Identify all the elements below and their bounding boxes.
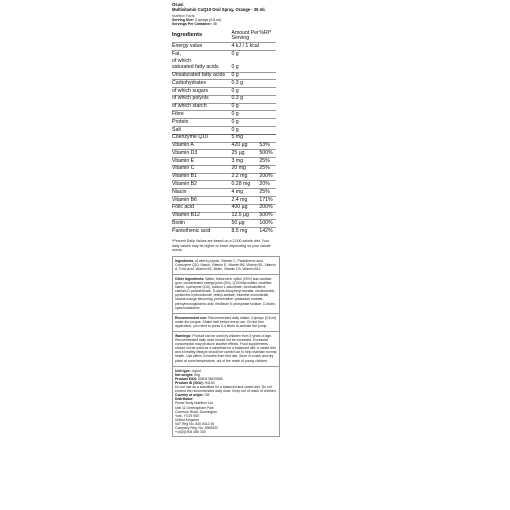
table-row: [172, 142, 276, 150]
servings-per-container: Servings Per Container: 38: [172, 22, 217, 27]
table-row: [172, 51, 276, 58]
nutrient-name: Salt: [172, 126, 231, 134]
nutrient-ri: [259, 80, 276, 88]
nutrient-ri: 25%: [259, 158, 276, 166]
nutrient-name: saturated fatty acids: [172, 64, 219, 71]
nutrient-ri: 25%: [259, 165, 276, 173]
table-row: [172, 111, 276, 119]
nutrient-amount: 0 g: [231, 119, 259, 127]
nutrient-ri: [259, 119, 276, 127]
product-title: Multivitamin CoQ10 Oral Spray, Orange - 25 ml.: [172, 7, 266, 12]
serving-size: Serving Size: 4 sprays (0.8 ml): [172, 18, 222, 23]
nutrient-name: Vitamin B12: [172, 212, 231, 220]
nutrient-ri: [259, 103, 276, 111]
product-label: [172, 1, 338, 437]
table-row: [172, 181, 276, 189]
nutrient-ri: 20%: [259, 181, 276, 189]
details-section: Unit type: Liquid Net weight: 50g Product EAN: 5060478620565 Product ID (SKU): H4150 Do not use as a substitute for a balanced and varied diet. Do not exceed the recommended daily dose. Keep out of reach of children. Country of origin: GB Distributor: Power Body Nutrition Ltd. Unit 11 Greenspham Park Common Road, Dunnington, York, YO19 5SE United Kingdom VAT Reg No. 840 8412 46 Company Reg. No. 6969822 +44(0)1904 488 330: [175, 368, 277, 435]
nutrient-ri: [259, 43, 276, 51]
nutrition-facts-label: Nutrition Facts: [172, 14, 195, 18]
info-box: [172, 256, 280, 437]
nutrient-ri: 142%: [259, 228, 276, 235]
nutrient-name: Fat,: [172, 51, 231, 58]
table-row: [172, 158, 276, 166]
nutrient-ri: 500%: [259, 150, 276, 158]
table-row: [172, 88, 276, 96]
table-row: [172, 126, 276, 134]
nutrient-name: Vitamin B1: [172, 173, 231, 181]
ingredients-section: Ingredients: of which polyols, Vitamin C, Pantothenic acid, Coenzyme Q10, Niacin, Vitamin E, Vitamin B6, Vitamin B1, Vitamin A, Folic acid, Vitamin B2, Biotin, Vitamin D3, Vitamin B12: [175, 258, 276, 271]
nutrient-amount: 8.5 mg: [231, 228, 259, 235]
divider: [173, 274, 279, 275]
nutrient-name: Pantothenic acid: [172, 228, 231, 235]
table-row: [172, 228, 276, 235]
nutrient-ri: [259, 111, 276, 119]
nutrient-name: Niacin: [172, 189, 231, 197]
table-row: [172, 80, 276, 88]
table-row: [172, 197, 276, 205]
nutrient-ri: 53%: [259, 142, 276, 150]
nutrient-name: of which polyols: [172, 95, 231, 103]
address-line: +44(0)1904 488 330: [175, 430, 206, 435]
table-row: [172, 220, 276, 228]
address-line: Power Body Nutrition Ltd.: [175, 401, 214, 406]
table-row: [172, 72, 276, 80]
table-row: [172, 212, 276, 220]
table-row: [172, 103, 276, 111]
nutrient-amount: 4 kJ / 1 kcal: [231, 42, 259, 49]
nutrient-amount: 2.4 mg: [231, 197, 259, 205]
nutrient-name: of which starch: [172, 103, 231, 111]
nutrient-ri: [259, 126, 276, 134]
table-row: [172, 134, 276, 142]
nutrient-amount: 0 g: [231, 126, 259, 134]
nutrient-amount: 2.2 mg: [231, 173, 259, 181]
nutrient-amount: 5 mg: [231, 134, 259, 142]
table-row: [172, 204, 276, 212]
table-row: [172, 189, 276, 197]
table-row: [172, 165, 276, 173]
table-row: [172, 173, 276, 181]
nutrient-amount: 400 µg: [231, 204, 259, 212]
nutrient-name: Biotin: [172, 220, 231, 228]
nutrient-amount: 12.5 µg: [231, 212, 259, 220]
table-row: [172, 43, 276, 51]
nutrient-name: Vitamin B6: [172, 197, 231, 205]
nutrient-name: Protein: [172, 119, 231, 127]
col-ri-header: %RI*: [259, 29, 272, 36]
nutrient-amount: 0 g: [231, 111, 259, 119]
nutrient-amount: 25 µg: [231, 150, 259, 158]
nutrient-name: of which sugars: [172, 88, 231, 96]
nutrient-amount: 0.3 g: [231, 80, 259, 88]
nutrient-name: Vitamin D3: [172, 150, 231, 158]
nutrient-amount: 0 g: [231, 64, 239, 71]
nutrient-amount: 0 g: [231, 51, 259, 58]
nutrient-amount: 20 mg: [231, 165, 259, 173]
nutrient-amount: 0 g: [231, 103, 259, 111]
address-line: Unit 11 Greenspham Park: [175, 405, 214, 410]
nutrient-ri: 200%: [259, 173, 276, 181]
address-line: Common Road, Dunnington,: [175, 409, 218, 414]
table-row: [172, 150, 276, 158]
brand-name: Osavi: [172, 2, 184, 7]
table-row: [172, 95, 276, 103]
footnote: *Percent Daily Values are based on a 2,000 calorie diet. Your daily values may be higher or lower depending on your calorie needs.: [172, 238, 271, 253]
nutrient-amount: 420 µg: [231, 142, 259, 150]
address-line: York, YO19 5SE: [175, 413, 200, 418]
nutrient-name: Fibre: [172, 111, 231, 119]
address-line: Company Reg. No. 6969822: [175, 425, 218, 430]
nutrient-ri: 25%: [259, 189, 276, 197]
nutrient-amount: 0.3 g: [231, 95, 259, 103]
nutrient-name: Vitamin B2: [172, 181, 231, 189]
nutrient-ri: 200%: [259, 204, 276, 212]
other-ingredients-section: Other Ingredients: Water, thickeners: xylitol (20%) and xanthan gum, concentrated orange juice (6%), Q10/Vital matter, modified starch, coenzyme Q10), sodium L-ascorbate, cholecalciferol, calcium D-pantothenate, D-alpha-tocopheryl acetate, nicotinamide, pyridoxine hydrochloride, retinyl acetate, thiamine mononitrate, natural orange flavouring, preservative: potassium sorbate, pteroylmonoglutamic acid, riboflavin 5'-phosphate sodium, D-biotin, cyanocobalamin: [175, 276, 276, 310]
col-ingredients-header: Ingredients: [172, 32, 203, 39]
address-line: VAT Reg No. 840 8412 46: [175, 421, 215, 426]
nutrient-name: Vitamin A: [172, 142, 231, 150]
nutrient-name: Carbohydrates: [172, 80, 231, 88]
divider: [173, 331, 279, 332]
nutrient-name: Coenzyme Q10: [172, 134, 231, 142]
distributor-address: [175, 401, 277, 434]
nutrient-name: Vitamin C: [172, 165, 231, 173]
nutrient-name: Unsaturated fatty acids: [172, 72, 231, 80]
nutrient-ri: 500%: [259, 212, 276, 220]
nutrient-ri: [259, 72, 276, 80]
nutrient-name: Vitamin E: [172, 158, 231, 166]
nutrition-table: [172, 29, 276, 235]
nutrient-ri: [259, 58, 276, 65]
nutrient-amount: 3 mg: [231, 158, 259, 166]
nutrient-name: Folic acid: [172, 204, 231, 212]
recommended-use-section: Recommended use: Recommended daily intake: 4 sprays (0.8 ml) under the tongue. Shake well before every use. On the first application, you need to press 3-4 times to activate the pump.: [175, 315, 277, 328]
nutrient-ri: [259, 65, 276, 72]
divider: [173, 366, 279, 367]
table-row: [172, 119, 276, 127]
nutrient-amount: 0.28 mg: [231, 181, 259, 189]
warnings-section: Warnings: Product can be used by children from 3 years of age. Recommended daily dose should not be exceeded. Excessive consumption may produce laxative effects. Food supplements should not be used as a substitute for a balanced diet. A varied diet and a healthy lifestyle should be carried out to help maintain normal health. Use within 3 months from first use. Store in a dark and dry place at room temperature, out of the reach of young children.: [175, 334, 277, 363]
col-amount-header: Amount Per Serving: [231, 29, 259, 42]
divider: [173, 313, 279, 314]
nutrient-amount: 0 g: [231, 88, 259, 96]
nutrient-name: Energy value: [172, 43, 231, 51]
nutrient-ri: [259, 51, 276, 58]
table-header-row: [172, 29, 276, 43]
nutrient-amount: 0 g: [231, 72, 259, 80]
nutrient-ri: [259, 95, 276, 103]
nutrient-amount: 50 µg: [231, 220, 259, 228]
table-row: [172, 65, 276, 72]
address-line: United Kingdom: [175, 417, 200, 422]
nutrient-amount: 4 mg: [231, 189, 259, 197]
nutrient-ri: 171%: [259, 197, 276, 205]
nutrient-ri: [259, 134, 276, 142]
nutrient-ri: 100%: [259, 220, 276, 228]
nutrient-name: of which: [172, 57, 192, 64]
nutrient-ri: [259, 88, 276, 96]
